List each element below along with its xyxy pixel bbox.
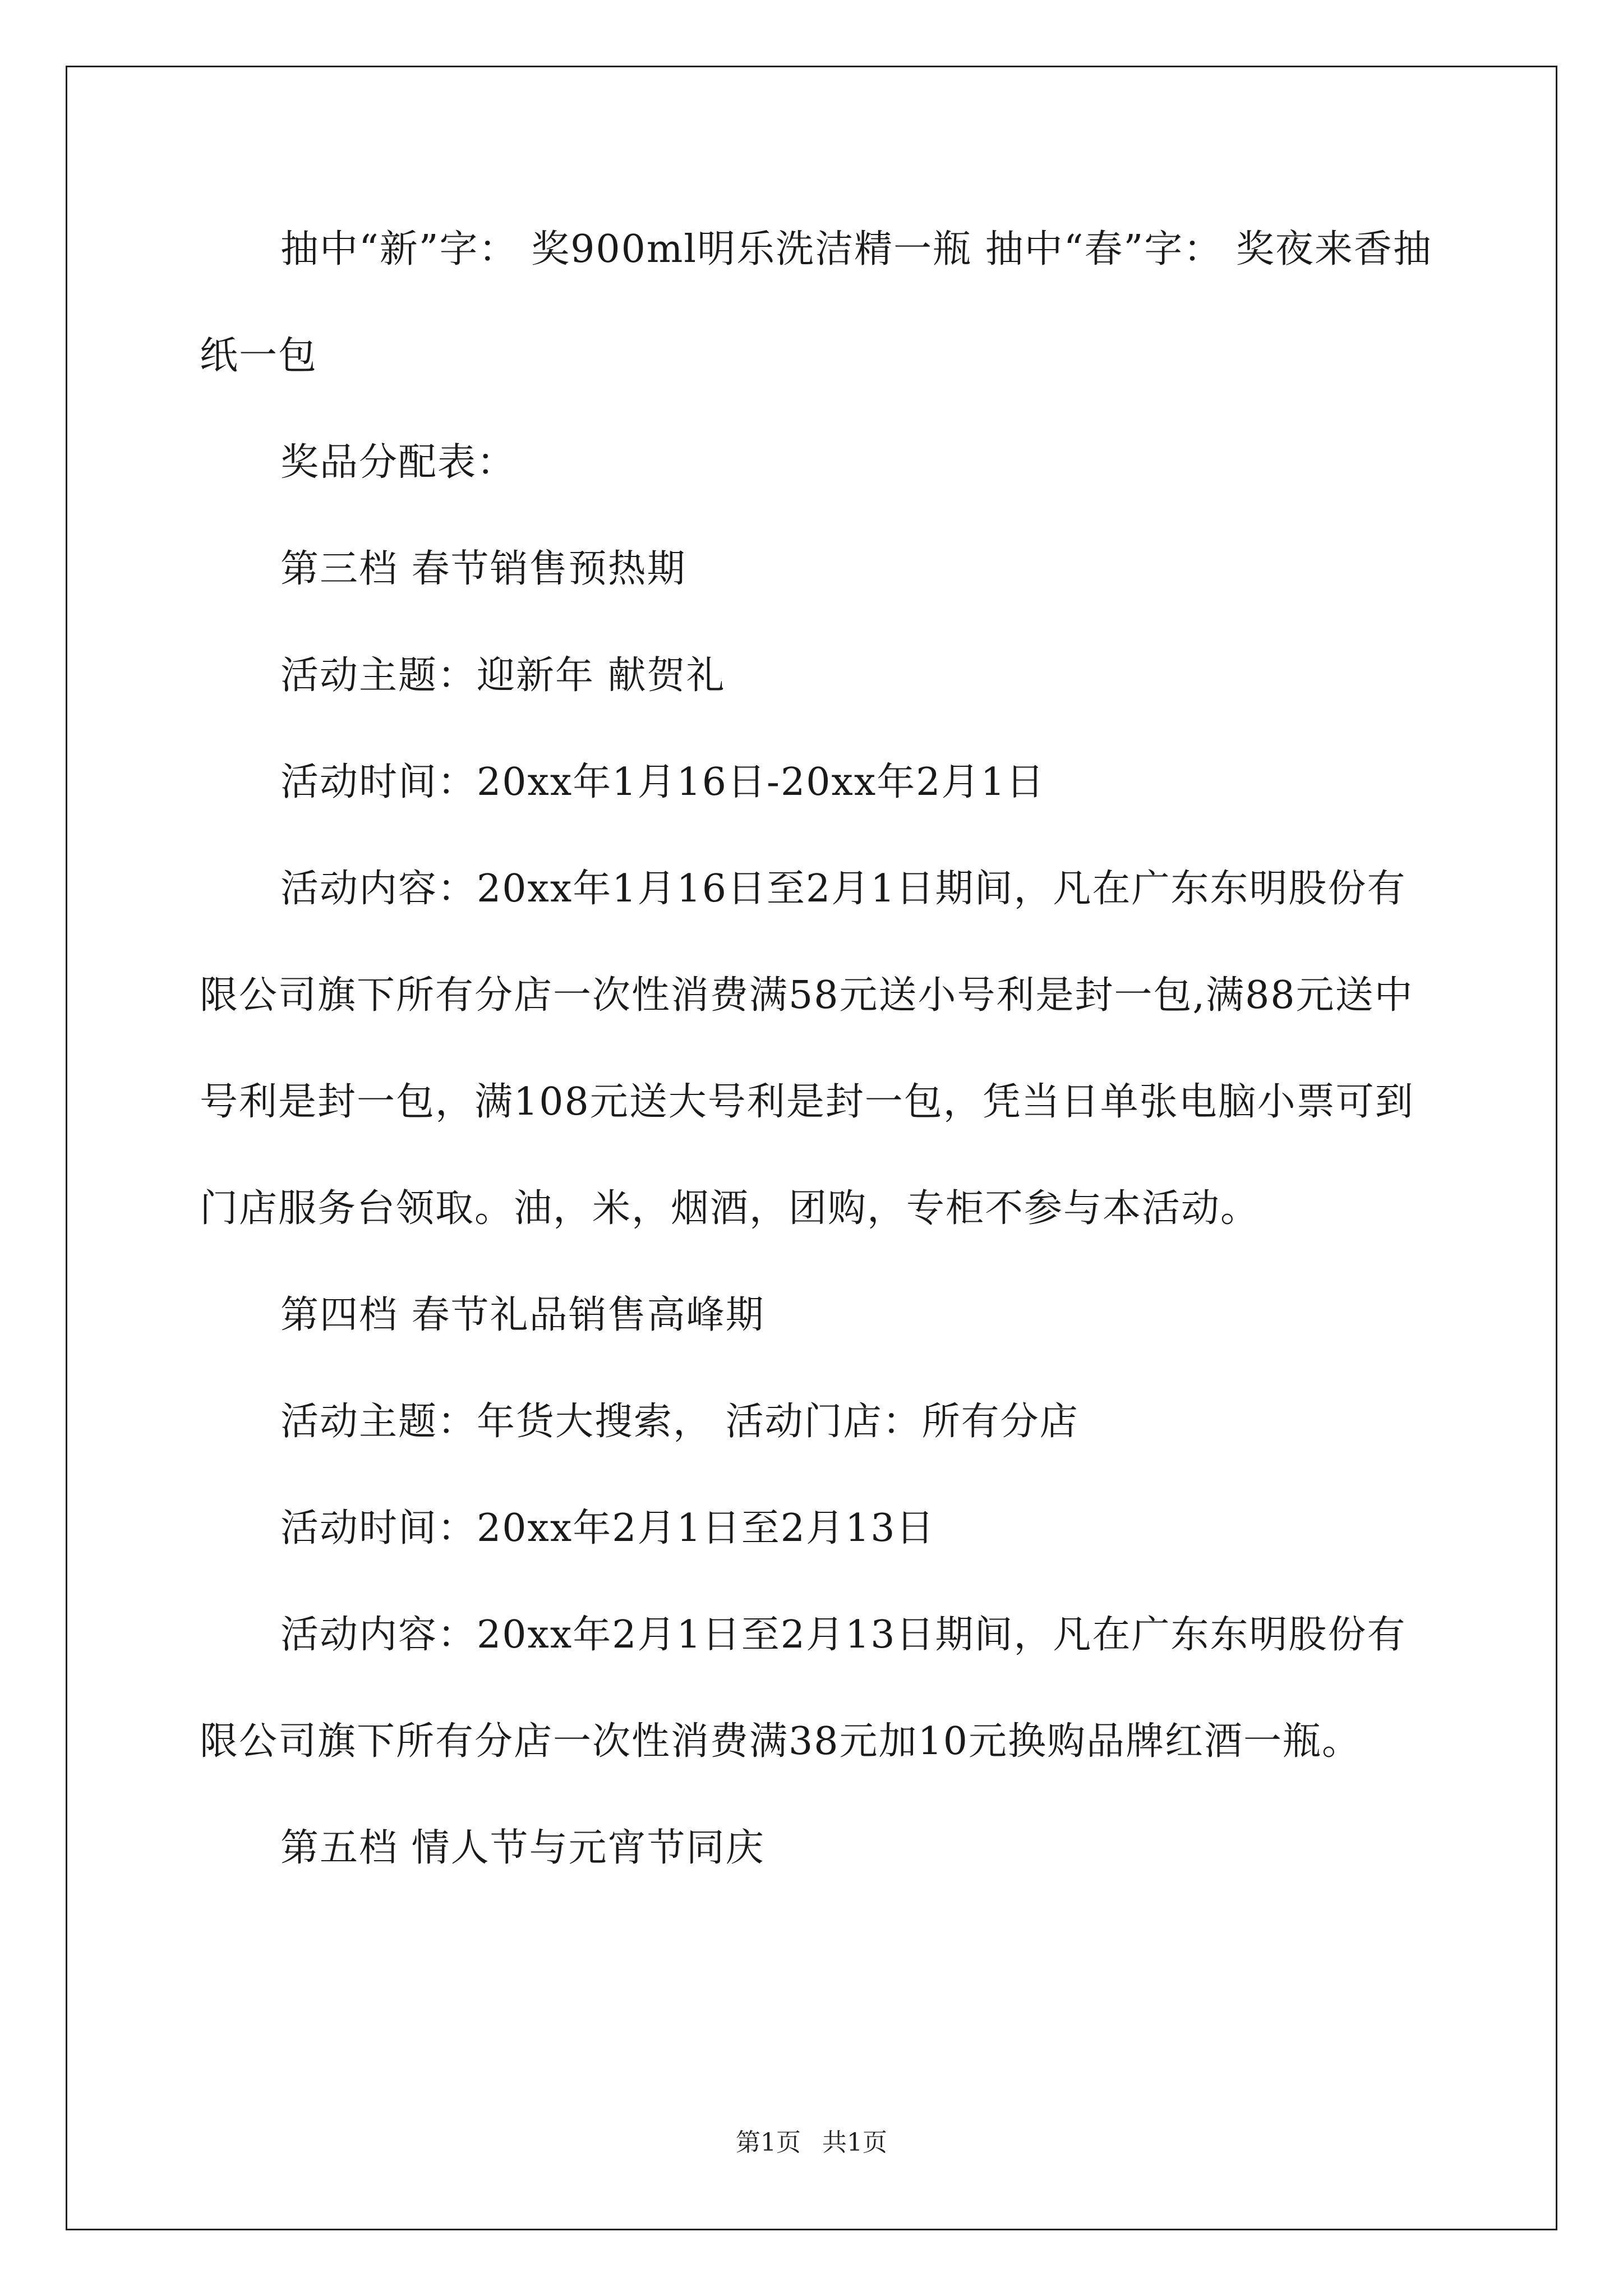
paragraph-prize-table-heading: 奖品分配表：: [280, 440, 517, 485]
paragraph-tier-3-time: 活动时间：20xx年1月16日-20xx年2月1日: [280, 760, 1045, 804]
section-heading-tier-3: 第三档 春节销售预热期: [280, 547, 686, 591]
document-body: [200, 196, 1433, 1902]
page-number-current: 第1页: [736, 2128, 801, 2157]
section-heading-tier-5: 第五档 情人节与元宵节同庆: [280, 1826, 765, 1870]
page-footer: [0, 2126, 1623, 2160]
paragraph-tier-3-theme: 活动主题：迎新年 献贺礼: [280, 654, 726, 698]
paragraph-prize-rules: 抽中“新”字： 奖900ml明乐洗洁精一瓶 抽中“春”字： 奖夜来香抽纸一包: [200, 227, 1432, 378]
section-heading-tier-4: 第四档 春节礼品销售高峰期: [280, 1293, 765, 1337]
paragraph-tier-4-content: 活动内容：20xx年2月1日至2月13日期间，凡在广东东明股份有限公司旗下所有分店一次性消费满38元加10元换购品牌红酒一瓶。: [200, 1613, 1407, 1764]
paragraph-tier-4-time: 活动时间：20xx年2月1日至2月13日: [280, 1506, 935, 1550]
paragraph-tier-3-content: 活动内容：20xx年1月16日至2月1日期间，凡在广东东明股份有限公司旗下所有分店一次性消费满58元送小号利是封一包,满88元送中号利是封一包，满108元送大号利是封一包，凭当日单张电脑小票可到门店服务台领取。油，米，烟酒，团购，专柜不参与本活动。: [200, 867, 1414, 1231]
paragraph-tier-4-theme: 活动主题：年货大搜索， 活动门店：所有分店: [280, 1400, 1079, 1444]
page-number-total: 共1页: [822, 2128, 887, 2157]
